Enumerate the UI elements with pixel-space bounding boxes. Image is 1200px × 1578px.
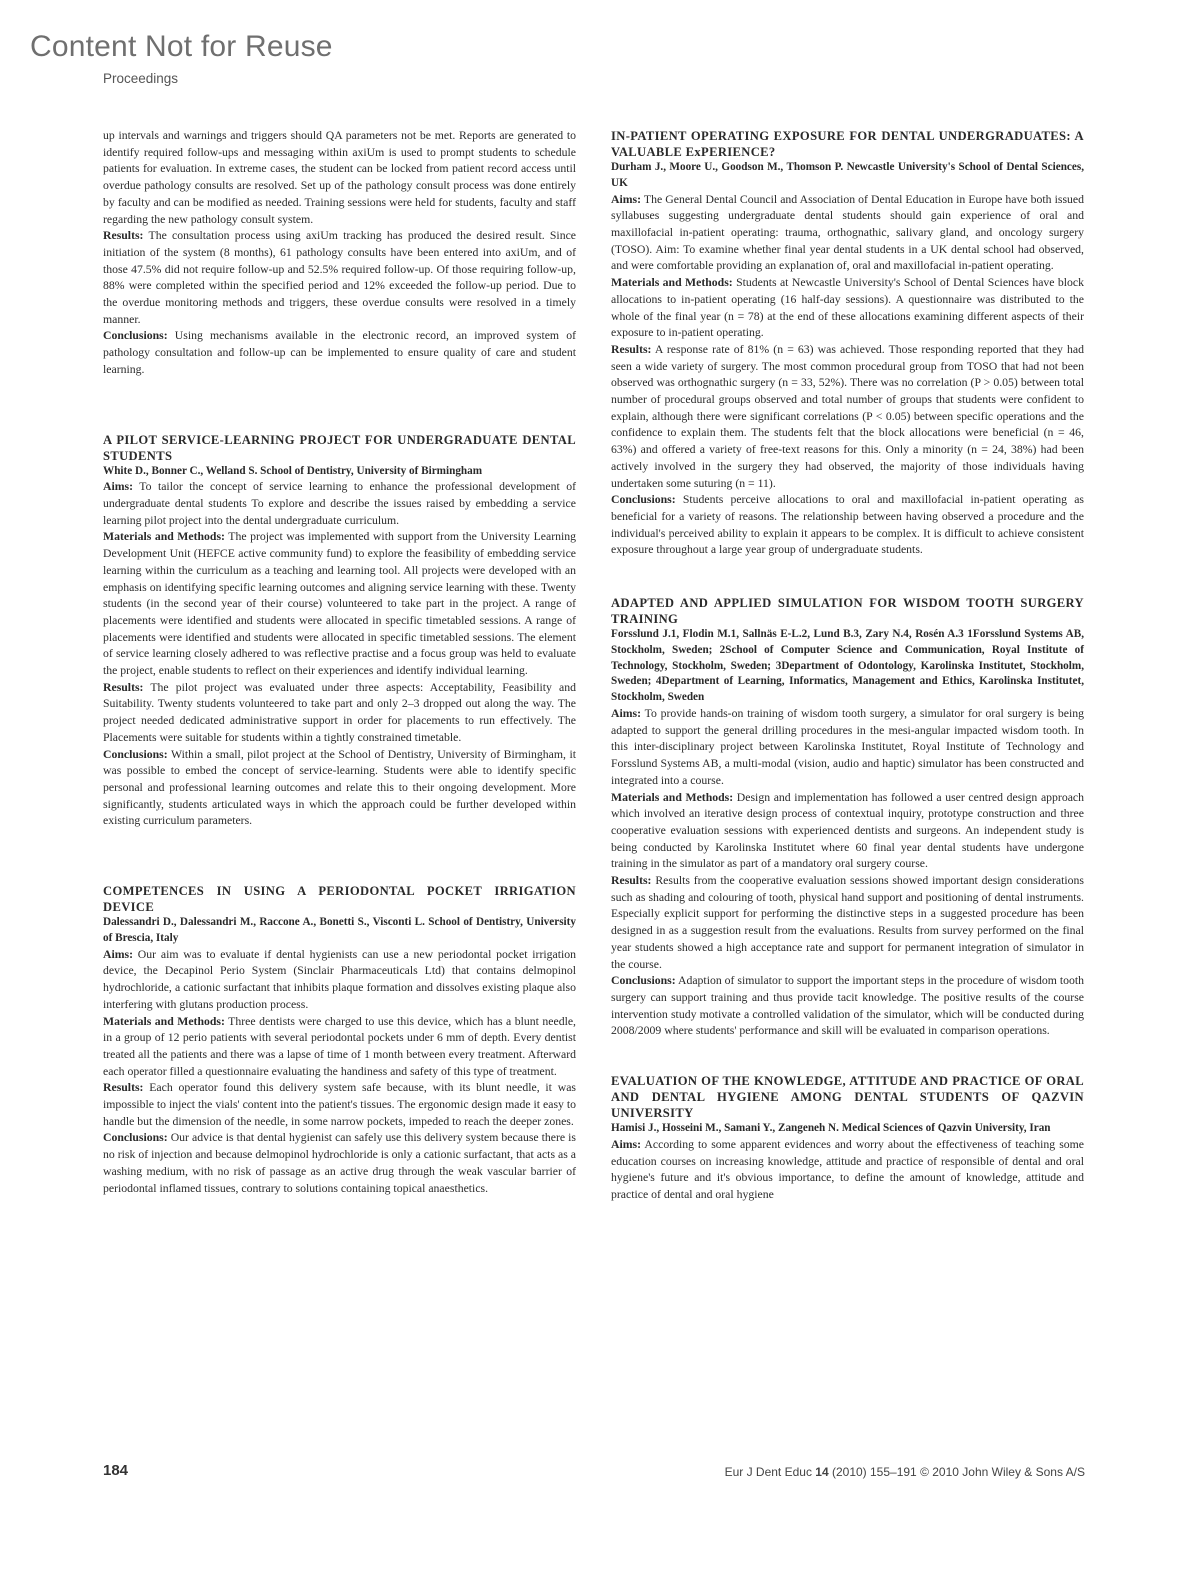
abstract-title: COMPETENCES IN USING A PERIODONTAL POCKET IRRIGATION DEVICE bbox=[103, 884, 576, 915]
citation-suffix: (2010) 155–191 © 2010 John Wiley & Sons A/S bbox=[828, 1465, 1085, 1479]
aims-text: Our aim was to evaluate if dental hygienists can use a new periodontal pocket irrigation device, the Decapinol Perio System (Sinclair Pharmaceuticals Ltd) that contains delmopinol hydrochloride, a cationic surfactant that inhibits plaque formation and dissolves existing plaque also interfering with glutans production process. bbox=[103, 947, 576, 1011]
methods-label: Materials and Methods: bbox=[611, 790, 734, 804]
continued-results bbox=[103, 228, 576, 328]
aims-label: Aims: bbox=[611, 707, 642, 721]
section-label: Proceedings bbox=[103, 71, 179, 86]
methods-text: The project was implemented with support from the University Learning Development Unit (HEFCE active community fund) to explore the feasibility of embedding service learning within the curriculum as a teaching and learning tool. All projects were developed with an emphasis on identifying specific learning outcomes and aligning service learning with these. Twenty students (in the second year of their course) volunteered to take part in the project. A range of placements were identified and students were allocated in specific timetabled sessions. A range of placements were identified and students were allocated in specific timetabled sessions. The element of service learning closely adhered to was reflective practise and a focus group was held to evaluate the project, enable students to reflect on their experiences and identify individual learning. bbox=[103, 530, 576, 678]
abstract-oral-hygiene-qazvin bbox=[611, 1073, 1084, 1204]
conclusions-text: Using mechanisms available in the electronic record, an improved system of pathology consultation and follow-up can be implemented to ensure quality of care and student learning. bbox=[103, 329, 576, 376]
conclusions-label: Conclusions: bbox=[103, 329, 168, 343]
abstract-conclusions bbox=[611, 973, 1084, 1040]
abstract-periodontal-irrigation bbox=[103, 883, 576, 1197]
continued-abstract bbox=[103, 128, 576, 379]
abstract-results bbox=[611, 342, 1084, 492]
abstract-service-learning bbox=[103, 432, 576, 831]
aims-text: To provide hands-on training of wisdom tooth surgery, a simulator for oral surgery is being adapted to support the general drilling procedures in the mesi-angular impacted wisdom tooth. In this inter-disciplinary project between Karolinska Institutet, Royal Institute of Technology and Forsslund Systems AB, a multi-modal (vision, audio and haptic) simulator has been constructed and integrated into a course. bbox=[611, 707, 1084, 787]
abstract-inpatient-operating bbox=[611, 128, 1084, 559]
abstract-aims bbox=[103, 479, 576, 529]
conclusions-text: Our advice is that dental hygienist can safely use this delivery system because there is no risk of injection and because delmopinol hydrochloride is only a cationic surfactant, that acts as a washing medium, with no risk of passage as an active drug through the weak vascular barrier of periodontal inflamed tissues, contrary to solutions containing topical anaesthetics. bbox=[103, 1131, 576, 1195]
results-label: Results: bbox=[103, 1081, 144, 1095]
abstract-authors: Durham J., Moore U., Goodson M., Thomson P. Newcastle University's School of Dental Sciences, UK bbox=[611, 161, 1084, 189]
methods-text: Design and implementation has followed a user centred design approach which involved an iterative design process of contextual inquiry, prototype construction and three cooperative evaluation sessions with experienced dentists and surgeons. An independent study is being conducted by Karolinska Institutet where 60 final year dental students have undergone training in the simulator as part of a mandatory oral surgery course. bbox=[611, 790, 1085, 871]
conclusions-text: Within a small, pilot project at the School of Dentistry, University of Birmingham, it was possible to embed the concept of service-learning. Students were able to identify specific personal and professional learning outcomes and relate this to their ongoing development. More significantly, students articulated ways in which the approach could be further developed within existing curriculum parameters. bbox=[103, 747, 576, 828]
methods-text: Students at Newcastle University's School of Dental Sciences have block allocations to in-patient operating (16 half-day sessions). A questionnaire was distributed to the whole of the final year (n = 78) at the end of these allocations examining different aspects of their exposure to in-patient operating. bbox=[611, 276, 1084, 340]
results-text: Each operator found this delivery system safe because, with its blunt needle, it was impossible to inject the vials' content into the patient's tissues. The ergonomic design made it easy to handle but the dimension of the needle, in some narrow pockets, impeded to reach the deeper zones. bbox=[103, 1081, 576, 1128]
conclusions-label: Conclusions: bbox=[611, 974, 676, 988]
abstract-methods bbox=[103, 529, 576, 679]
abstract-aims bbox=[611, 1137, 1084, 1204]
aims-text: According to some apparent evidences and worry about the effectiveness of teaching some education courses on increasing knowledge, attitude and practice of responsible of dental and oral hygiene's future and it's obvious importance, to define the amount of knowledge, attitude and practice of dental and oral hygiene bbox=[611, 1137, 1084, 1202]
aims-text: The General Dental Council and Association of Dental Education in Europe have both issued syllabuses suggesting undergraduate dental students should gain experience of oral and maxillofacial in-patient operating: trauma, orthognathic, salivary gland, and oncology surgery (TOSO). Aim: To examine whether final year dental students in a UK dental school had observed, and were comfortable providing an explanation of, oral and maxillofacial in-patient operating. bbox=[611, 192, 1084, 273]
conclusions-label: Conclusions: bbox=[611, 493, 676, 507]
continued-conclusions bbox=[103, 328, 576, 378]
results-label: Results: bbox=[611, 874, 652, 888]
aims-label: Aims: bbox=[103, 947, 134, 961]
abstract-conclusions bbox=[611, 492, 1084, 559]
methods-label: Materials and Methods: bbox=[611, 276, 733, 290]
abstract-methods bbox=[611, 790, 1084, 874]
abstract-title: A PILOT SERVICE-LEARNING PROJECT FOR UNDERGRADUATE DENTAL STUDENTS bbox=[103, 432, 576, 463]
conclusions-text: Students perceive allocations to oral and maxillofacial in-patient operating as beneficial for a variety of reasons. The relationship between having observed a procedure and the individual's perceived ability to explain it appears to be complex. It is difficult to achieve consistent exposure throughout a large year group of undergraduate students. bbox=[611, 493, 1084, 557]
methods-label: Materials and Methods: bbox=[103, 530, 225, 544]
abstract-aims bbox=[611, 192, 1084, 276]
abstract-results bbox=[611, 873, 1084, 973]
aims-label: Aims: bbox=[611, 1137, 642, 1151]
abstract-title: ADAPTED AND APPLIED SIMULATION FOR WISDOM TOOTH SURGERY TRAINING bbox=[611, 596, 1084, 627]
results-text: Results from the cooperative evaluation sessions showed important design considerations such as shading and colouring of tooth, physical hand support and positioning of dental instruments. Especially explicit support for performing the distinctive steps in a suggested procedure has been designed in as a suggestion result from the evaluations. Results from survey performed on the final year students showed a high acceptance rate and support for permanent integration of simulator in the course. bbox=[611, 874, 1084, 971]
conclusions-text: Adaption of simulator to support the important steps in the procedure of wisdom tooth surgery can support training and thus provide tacit knowledge. The positive results of the course intervention study motivate a controlled validation of the simulator, which will be conducted during 2008/2009 where students' performance and skill will be evaluated in comparison operations. bbox=[611, 974, 1084, 1038]
continued-paragraph: up intervals and warnings and triggers should QA parameters not be met. Reports are generated to identify required follow-ups and messaging within axiUm is used to prompt students to schedule patients for evaluation. In extreme cases, the student can be locked from patient record access until overdue pathology consults are resolved. Set up of the pathology consult process was done entirely by faculty and can be modified as needed. Training sessions were held for students, faculty and staff regarding the new pathology consult system. bbox=[103, 129, 576, 226]
right-column bbox=[611, 128, 1084, 1204]
abstract-title: EVALUATION OF THE KNOWLEDGE, ATTITUDE AND PRACTICE OF ORAL AND DENTAL HYGIENE AMONG DENTAL STUDENTS OF QAZVIN UNIVERSITY bbox=[611, 1074, 1084, 1121]
left-column bbox=[103, 128, 576, 1197]
abstract-methods bbox=[103, 1014, 576, 1081]
conclusions-label: Conclusions: bbox=[103, 747, 168, 761]
results-text: The pilot project was evaluated under three aspects: Acceptability, Feasibility and Suitability. Twenty students volunteered to take part and only 2–3 dropped out along the way. The project needed dedicated administrative support in order for placements to run effectively. The Placements were suitable for students within a tightly constrained timetable. bbox=[103, 680, 576, 744]
aims-text: To tailor the concept of service learning to enhance the professional development of undergraduate dental students To explore and describe the issues raised by embedding a service learning pilot project into the dental undergraduate curriculum. bbox=[103, 480, 576, 527]
citation-prefix: Eur J Dent Educ bbox=[724, 1465, 816, 1479]
abstract-methods bbox=[611, 275, 1084, 342]
abstract-authors: Dalessandri D., Dalessandri M., Raccone A., Bonetti S., Visconti L. School of Dentistry, University of Brescia, Italy bbox=[103, 916, 576, 944]
methods-text: Three dentists were charged to use this device, which has a blunt needle, in a group of 12 perio patients with several periodontal pockets under 6 mm of depth. Every dentist treated all the patients and there was a lapse of time of 1 month between every treatment. Afterward each operator filled a questionnaire evaluating the handiness and safety of this type of treatment. bbox=[103, 1014, 576, 1078]
abstract-authors: White D., Bonner C., Welland S. School of Dentistry, University of Birmingham bbox=[103, 464, 483, 477]
page-number: 184 bbox=[103, 1462, 129, 1479]
results-label: Results: bbox=[103, 229, 144, 243]
results-label: Results: bbox=[611, 342, 652, 356]
results-text: A response rate of 81% (n = 63) was achieved. Those responding reported that they had seen a wide variety of surgery. The most common procedural group from TOSO that had not been observed was orthognathic surgery (n = 33, 52%). There was no correlation (P > 0.05) between total number of procedural groups observed and total number of groups that students were confident to explain, although there were significant correlations (P < 0.05) between specific operations and the confidence to explain them. The students felt that the block allocations were beneficial (n = 46, 63%) and offered a variety of free-text reasons for this. Only a minority (n = 24, 38%) had been actively involved in the surgery they had observed, the majority of those individuals having undertaken some suturing (n = 11). bbox=[611, 342, 1084, 490]
results-label: Results: bbox=[103, 680, 144, 694]
abstract-wisdom-tooth-simulation bbox=[611, 595, 1084, 1040]
abstract-title: IN-PATIENT OPERATING EXPOSURE FOR DENTAL UNDERGRADUATES: A VALUABLE ExPERIENCE? bbox=[611, 129, 1084, 159]
aims-label: Aims: bbox=[103, 480, 134, 494]
watermark: Content Not for Reuse bbox=[30, 30, 333, 63]
results-text: The consultation process using axiUm tracking has produced the desired result. Since initiation of the system (8 months), 61 pathology consults have been entered into axiUm, and of those 47.5% did not require follow-up and 52.5% required follow-up. Of those requiring follow-up, 88% were completed within the specified period and 12% exceeded the follow-up period. Due to the overdue monitoring methods and triggers, these overdue consults were resolved in a timely manner. bbox=[103, 229, 576, 326]
conclusions-label: Conclusions: bbox=[103, 1131, 168, 1145]
abstract-aims bbox=[611, 706, 1084, 790]
abstract-conclusions bbox=[103, 1130, 576, 1197]
methods-label: Materials and Methods: bbox=[103, 1014, 225, 1028]
aims-label: Aims: bbox=[611, 192, 642, 206]
abstract-results bbox=[103, 680, 576, 747]
abstract-aims bbox=[103, 947, 576, 1014]
journal-citation bbox=[725, 1465, 1085, 1479]
abstract-authors: Hamisi J., Hosseini M., Samani Y., Zangeneh N. Medical Sciences of Qazvin University, Iran bbox=[611, 1122, 1051, 1135]
abstract-authors: Forsslund J.1, Flodin M.1, Sallnäs E-L.2, Lund B.3, Zary N.4, Rosén A.3 1Forsslund Systems AB, Stockholm, Sweden; 2School of Computer Science and Communication, Royal Institute of Technology, Stockholm, Sweden; 3Department of Odontology, Karolinska Institutet, Stockholm, Sweden; 4Department of Learning, Informatics, Management and Ethics, Karolinska Institutet, Stockholm, Sweden bbox=[611, 628, 1084, 704]
abstract-results bbox=[103, 1080, 576, 1130]
citation-volume: 14 bbox=[815, 1465, 829, 1479]
abstract-conclusions bbox=[103, 747, 576, 831]
